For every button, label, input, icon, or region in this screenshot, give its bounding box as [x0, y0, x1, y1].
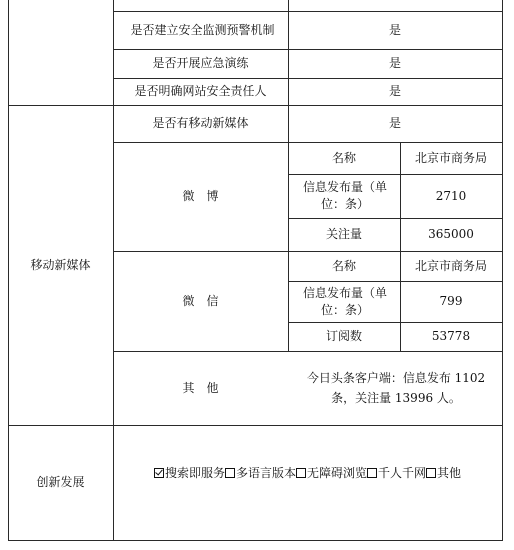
option-label: 千人千网 [378, 465, 427, 480]
answer-cell: 是 [388, 116, 401, 130]
weibo-count-label: 信息发布量（单位：条） [302, 180, 387, 211]
option-label: 多语言版本 [235, 465, 296, 480]
grid-line [8, 540, 502, 541]
weixin-count-label: 信息发布量（单位：条） [302, 285, 387, 317]
checkbox-icon[interactable] [367, 468, 377, 478]
weixin-follow-label: 订阅数 [325, 329, 362, 343]
other-label: 其 他 [182, 380, 219, 395]
other-text: 今日头条客户端：信息发布 1102 条，关注量 13996 人。 [306, 371, 486, 405]
weixin-label: 微 信 [182, 293, 219, 308]
weibo-label: 微 博 [182, 189, 219, 203]
weibo-follow-label: 关注量 [325, 227, 362, 241]
question-cell: 是否明确网站安全责任人 [134, 84, 267, 98]
question-cell: 是否开展应急演练 [152, 56, 249, 70]
weibo-name-label: 名称 [331, 150, 356, 165]
option-other[interactable] [426, 465, 461, 482]
question-cell: 是否有移动新媒体 [152, 116, 249, 130]
question-cell: 是否建立安全监测预警机制 [130, 22, 275, 37]
checkbox-icon[interactable] [426, 468, 436, 478]
answer-cell: 是 [388, 84, 401, 98]
weixin-name-value: 北京市商务局 [414, 258, 487, 273]
weixin-follow-value: 53778 [431, 329, 471, 343]
checkbox-icon[interactable] [225, 468, 235, 478]
option-label: 搜索即服务 [164, 465, 225, 480]
grid-line [502, 0, 503, 541]
section-label-mobile: 移动新媒体 [30, 257, 91, 272]
weixin-count-value: 799 [439, 294, 463, 308]
weibo-follow-value: 365000 [428, 227, 474, 241]
weibo-name-value: 北京市商务局 [414, 150, 487, 165]
option-personalized[interactable] [367, 465, 426, 482]
weibo-count-value: 2710 [435, 188, 467, 203]
weixin-name-label: 名称 [331, 258, 356, 273]
option-multilingual[interactable] [225, 465, 296, 482]
answer-cell: 是 [388, 56, 401, 70]
section-label-innovation: 创新发展 [36, 475, 85, 489]
checkbox-checked-icon[interactable] [154, 468, 164, 478]
option-accessibility[interactable] [296, 465, 367, 482]
checkbox-icon[interactable] [296, 468, 306, 478]
option-label: 无障碍浏览 [306, 465, 367, 480]
answer-cell: 是 [388, 22, 401, 37]
innovation-options [113, 425, 502, 521]
option-search-as-service[interactable] [154, 465, 225, 482]
option-label: 其他 [437, 465, 462, 480]
